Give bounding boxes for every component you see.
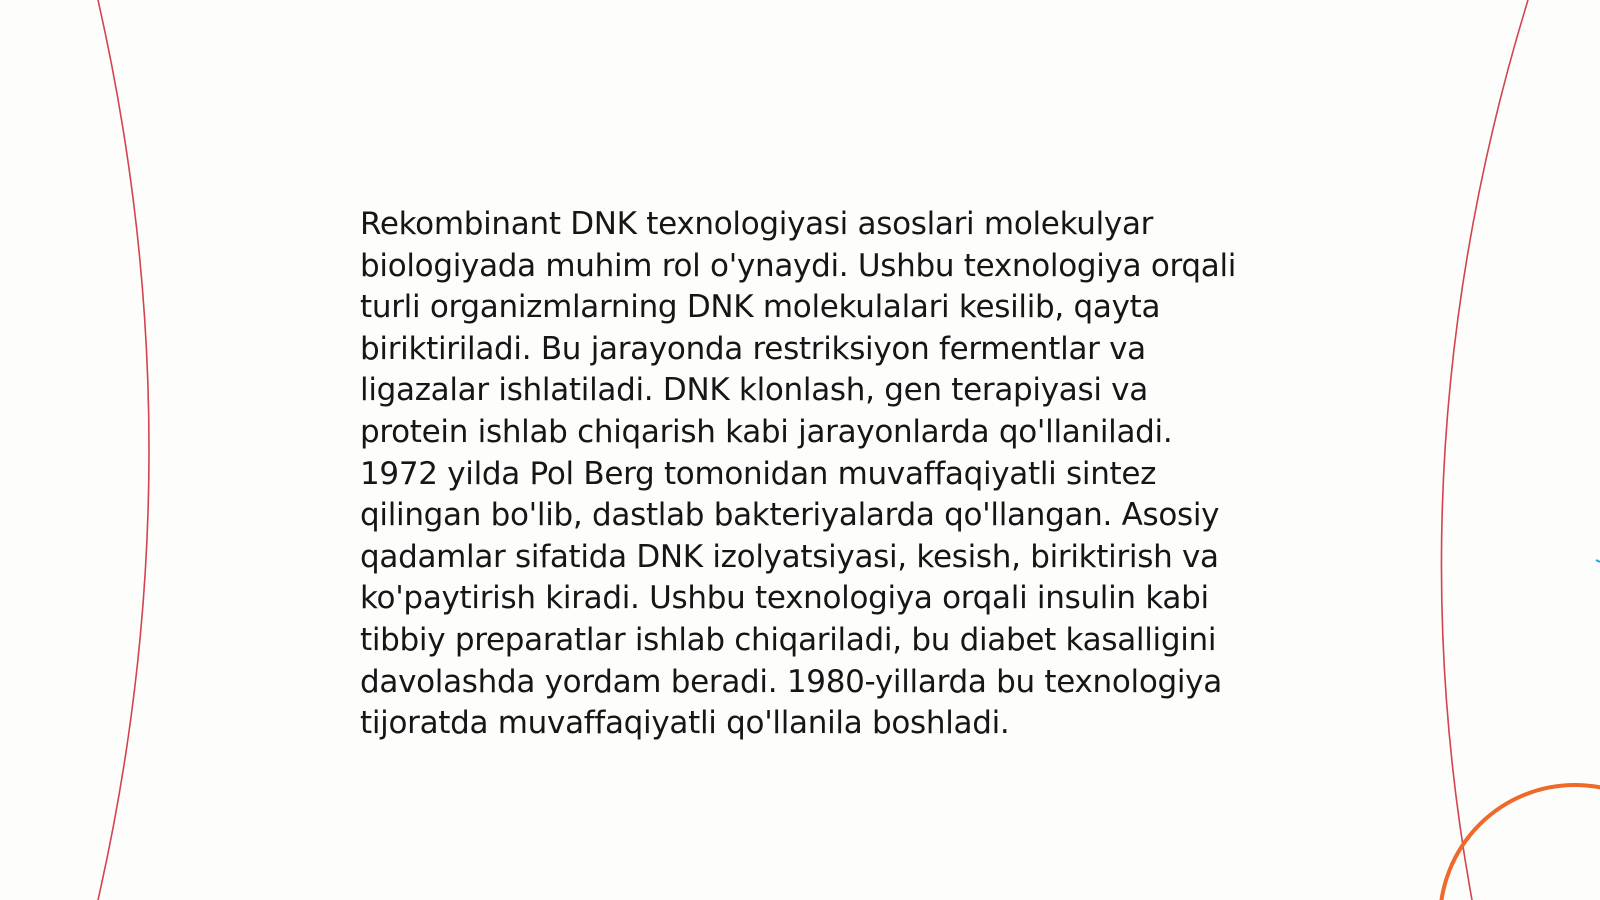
blue-accent-mark: [1596, 560, 1600, 562]
left-curve-line: [98, 0, 149, 900]
right-curve-line: [1441, 0, 1528, 900]
orange-circle-arc: [1440, 785, 1600, 900]
body-paragraph: Rekombinant DNK texnologiyasi asoslari molekulyar biologiyada muhim rol o'ynaydi. Ushbu texnologiya orqali turli organizmlarning DNK molekulalari kesilib, qayta biriktiriladi. Bu jarayonda restriksiyon fermentlar va ligazalar ishlatiladi. DNK klonlash, gen terapiyasi va protein ishlab chiqarish kabi jarayonlarda qo'llaniladi. 1972 yilda Pol Berg tomonidan muvaffaqiyatli sintez qilingan bo'lib, dastlab bakteriyalarda qo'llangan. Asosiy qadamlar sifatida DNK izolyatsiyasi, kesish, biriktirish va ko'paytirish kiradi. Ushbu texnologiya orqali insulin kabi tibbiy preparatlar ishlab chiqariladi, bu diabet kasalligini davolashda yordam beradi. 1980-yillarda bu texnologiya tijoratda muvaffaqiyatli qo'llanila boshladi.: [360, 206, 1237, 742]
